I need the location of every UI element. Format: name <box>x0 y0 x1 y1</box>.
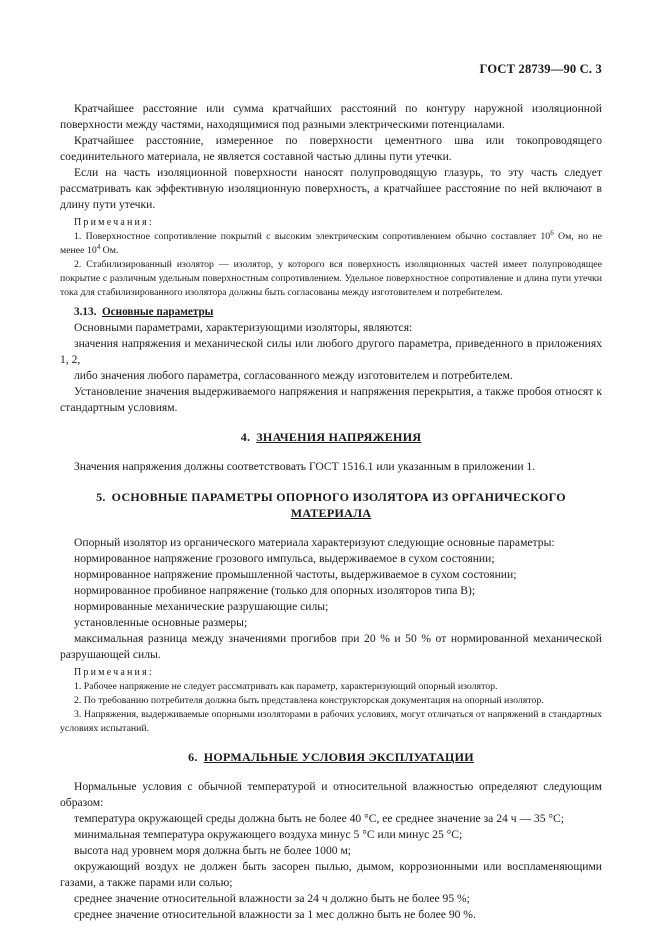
paragraph: Кратчайшее расстояние, измеренное по поверхности цементного шва или токопроводящего соединительного материала, не является составной частью длины пути утечки. <box>60 134 602 163</box>
paragraph: окружающий воздух не должен быть засорен пылью, дымом, коррозионными или воспламеняющими газами, а также парами или солью; <box>60 860 602 889</box>
note-item: 3. Напряжения, выдерживаемые опорными изоляторами в рабочих условиях, могут отличаться от напряжений в стандартных условиях испытаний. <box>60 709 602 734</box>
paragraph: установленные основные размеры; <box>74 616 248 629</box>
paragraph: нормированные механические разрушающие силы; <box>74 600 329 613</box>
paragraph: Кратчайшее расстояние или сумма кратчайших расстояний по контуру наружной изоляционной поверхности между частями, находящимися под разными электрическими потенциалами. <box>60 102 602 131</box>
section-heading: 5. ОСНОВНЫЕ ПАРАМЕТРЫ ОПОРНОГО ИЗОЛЯТОРА ИЗ ОРГАНИЧЕСКОГО МАТЕРИАЛА <box>96 490 566 520</box>
notes-heading: Примечания: <box>74 667 154 678</box>
paragraph: Значения напряжения должны соответствовать ГОСТ 1516.1 или указанным в приложении 1. <box>74 460 536 473</box>
paragraph: значения напряжения и механической силы или любого другого параметра, приведенного в приложениях 1, 2, <box>60 337 602 366</box>
paragraph: высота над уровнем моря должна быть не более 1000 м; <box>74 844 352 857</box>
paragraph: температура окружающей среды должна быть не более 40 °С, ее среднее значение за 24 ч — 35 °С; <box>74 812 565 825</box>
page-header: ГОСТ 28739—90 С. 3 <box>479 62 602 76</box>
paragraph: минимальная температура окружающего воздуха минус 5 °С или минус 25 °С; <box>74 828 463 841</box>
paragraph: Если на часть изоляционной поверхности наносят полупроводящую глазурь, то эту часть следует рассматривать как эффективную изоляционную поверхность, а кратчайшее расстояние по ней включают в длину пути утечки. <box>60 166 602 211</box>
paragraph: нормированное пробивное напряжение (только для опорных изоляторов типа В); <box>74 584 476 597</box>
paragraph: либо значения любого параметра, согласованного между изготовителем и потребителем. <box>74 369 513 382</box>
paragraph: максимальная разница между значениями прогибов при 20 % и 50 % от нормированной механической разрушающей силы. <box>60 632 602 661</box>
section-heading: 6. НОРМАЛЬНЫЕ УСЛОВИЯ ЭКСПЛУАТАЦИИ <box>188 750 474 764</box>
note-item: 1. Рабочее напряжение не следует рассматривать как параметр, характеризующий опорный изолятор. <box>74 681 498 692</box>
paragraph: Опорный изолятор из органического материала характеризуют следующие основные параметры: <box>74 536 555 549</box>
section-heading: 4. ЗНАЧЕНИЯ НАПРЯЖЕНИЯ <box>240 430 422 444</box>
paragraph: Нормальные условия с обычной температурой и относительной влажностью определяют следующим образом: <box>60 780 602 809</box>
note-item: 2. Стабилизированный изолятор — изолятор, у которого вся поверхность изоляционных частей имеет полупроводящее покрытие с различным удельным поверхностным сопротивлением. Удельное поверхностное сопротивление и длина пути утечки тока для стабилизированного изолятора должны быть согласованы между изготовителем и потребителем. <box>60 259 602 298</box>
paragraph: среднее значение относительной влажности за 24 ч должно быть не более 95 %; <box>74 892 470 905</box>
paragraph: нормированное напряжение грозового импульса, выдерживаемое в сухом состоянии; <box>74 552 495 565</box>
paragraph: Основными параметрами, характеризующими изоляторы, являются: <box>74 321 413 334</box>
notes-heading: Примечания: <box>74 217 154 228</box>
note-item: 2. По требованию потребителя должна быть представлена конструкторская документация на опорный изолятор. <box>74 695 544 706</box>
paragraph: Установление значения выдерживаемого напряжения и напряжения перекрытия, а также пробоя относят к стандартным условиям. <box>60 385 602 414</box>
paragraph: нормированное напряжение промышленной частоты, выдерживаемое в сухом состоянии; <box>74 568 517 581</box>
subsection-heading: 3.13. Основные параметры <box>74 306 214 318</box>
paragraph: среднее значение относительной влажности за 1 мес должно быть не более 90 %. <box>74 908 476 921</box>
note-item: 1. Поверхностное сопротивление покрытий с высоким электрическим сопротивлением обычно составляет $10^6$ Ом, но не менее $10^4$ Ом. <box>60 229 602 256</box>
